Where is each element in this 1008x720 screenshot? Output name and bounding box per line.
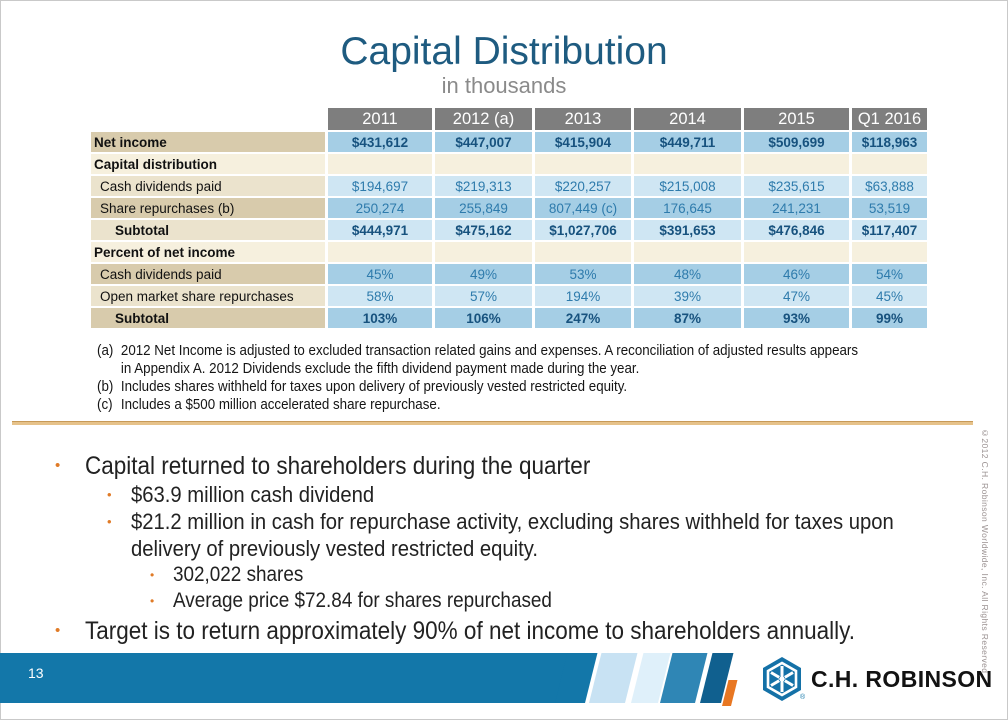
column-header-2015: 2015 bbox=[744, 108, 849, 130]
bullet-text: Capital returned to shareholders during the quarter bbox=[85, 452, 591, 480]
row-label: Subtotal bbox=[91, 220, 325, 240]
row-label: Subtotal bbox=[91, 308, 325, 328]
table-row-share-repurchases bbox=[91, 198, 927, 218]
bullet-item bbox=[0, 451, 1008, 481]
cell-value: 53% bbox=[535, 264, 631, 284]
table-corner-cell bbox=[91, 108, 325, 130]
cell-value: $219,313 bbox=[435, 176, 532, 196]
cell-value bbox=[535, 154, 631, 174]
copyright-text: ©2012 C.H. Robinson Worldwide, Inc. All Rights Reserved. bbox=[980, 428, 990, 677]
cell-value: $509,699 bbox=[744, 132, 849, 152]
cell-value: $117,407 bbox=[852, 220, 927, 240]
cell-value: 255,849 bbox=[435, 198, 532, 218]
page-subtitle: in thousands bbox=[441, 73, 567, 98]
bullet-item bbox=[0, 562, 1008, 588]
footnote-text: Includes a $500 million accelerated share repurchase. bbox=[120, 397, 441, 413]
table-row-subtotal-dollars bbox=[91, 220, 927, 240]
footnote-marker: (b) bbox=[97, 379, 114, 395]
cell-value: 46% bbox=[744, 264, 849, 284]
cell-value: $415,904 bbox=[535, 132, 631, 152]
cell-value: 48% bbox=[634, 264, 741, 284]
cell-value: $1,027,706 bbox=[535, 220, 631, 240]
column-header-2014: 2014 bbox=[634, 108, 741, 130]
column-header-2012: 2012 (a) bbox=[435, 108, 532, 130]
table-row-capital-distribution bbox=[91, 154, 927, 174]
cell-value: 54% bbox=[852, 264, 927, 284]
cell-value bbox=[435, 242, 532, 262]
cell-value: 58% bbox=[328, 286, 432, 306]
bullet-icon bbox=[55, 451, 85, 481]
bullet-icon bbox=[150, 562, 173, 588]
chrobinson-hexagon-icon bbox=[760, 656, 804, 702]
cell-value bbox=[435, 154, 532, 174]
cell-value: $220,257 bbox=[535, 176, 631, 196]
cell-value bbox=[852, 242, 927, 262]
cell-value: 106% bbox=[435, 308, 532, 328]
page-number: 13 bbox=[28, 665, 44, 681]
cell-value: $449,711 bbox=[634, 132, 741, 152]
table-row-subtotal-percent bbox=[91, 308, 927, 328]
footnotes bbox=[97, 342, 925, 414]
cell-value: 57% bbox=[435, 286, 532, 306]
cell-value: $476,846 bbox=[744, 220, 849, 240]
table-row-open-market-repurchases bbox=[91, 286, 927, 306]
bullet-item bbox=[0, 481, 1008, 508]
footer-bar bbox=[0, 653, 585, 703]
bullet-text: 302,022 shares bbox=[173, 563, 304, 586]
table-header-row bbox=[91, 108, 927, 130]
footnote-a bbox=[97, 342, 925, 378]
cell-value bbox=[744, 154, 849, 174]
cell-value: 53,519 bbox=[852, 198, 927, 218]
cell-value: $447,007 bbox=[435, 132, 532, 152]
bullet-item bbox=[0, 588, 1008, 614]
column-header-2013: 2013 bbox=[535, 108, 631, 130]
cell-value bbox=[634, 242, 741, 262]
bullet-icon bbox=[107, 481, 131, 508]
cell-value: 93% bbox=[744, 308, 849, 328]
cell-value: 87% bbox=[634, 308, 741, 328]
footnote-text: 2012 Net Income is adjusted to excluded transaction related gains and expenses. A reconciliation of adjusted results appears in Appendix A. 2012 Dividends exclude the fifth dividend payment made during the year. bbox=[120, 343, 859, 377]
row-label: Share repurchases (b) bbox=[91, 198, 325, 218]
footnote-b bbox=[97, 378, 925, 396]
cell-value bbox=[634, 154, 741, 174]
cell-value: 247% bbox=[535, 308, 631, 328]
page-title: Capital Distribution bbox=[340, 30, 668, 73]
bullet-icon bbox=[107, 508, 131, 535]
cell-value: $391,653 bbox=[634, 220, 741, 240]
bullet-item bbox=[0, 616, 1008, 646]
bullet-text: Target is to return approximately 90% of net income to shareholders annually. bbox=[85, 617, 856, 645]
bullet-icon bbox=[150, 588, 173, 614]
cell-value: $118,963 bbox=[852, 132, 927, 152]
cell-value: 45% bbox=[852, 286, 927, 306]
bullet-text: $63.9 million cash dividend bbox=[131, 482, 375, 507]
row-label: Net income bbox=[91, 132, 325, 152]
cell-value: 103% bbox=[328, 308, 432, 328]
row-label: Cash dividends paid bbox=[91, 176, 325, 196]
footnote-text: Includes shares withheld for taxes upon delivery of previously vested restricted equity. bbox=[120, 379, 628, 395]
cell-value bbox=[744, 242, 849, 262]
cell-value: $235,615 bbox=[744, 176, 849, 196]
divider-line bbox=[12, 421, 973, 425]
row-label: Cash dividends paid bbox=[91, 264, 325, 284]
cell-value: $431,612 bbox=[328, 132, 432, 152]
cell-value: $194,697 bbox=[328, 176, 432, 196]
bullet-list bbox=[0, 451, 1008, 646]
cell-value bbox=[328, 154, 432, 174]
cell-value: 250,274 bbox=[328, 198, 432, 218]
bullet-icon bbox=[55, 616, 85, 646]
footnote-c bbox=[97, 396, 925, 414]
cell-value: $63,888 bbox=[852, 176, 927, 196]
cell-value bbox=[535, 242, 631, 262]
bullet-text: Average price $72.84 for shares repurchased bbox=[173, 589, 552, 612]
registered-mark-icon: ® bbox=[800, 694, 806, 701]
cell-value: 47% bbox=[744, 286, 849, 306]
cell-value: 39% bbox=[634, 286, 741, 306]
row-label: Capital distribution bbox=[91, 154, 325, 174]
cell-value: 194% bbox=[535, 286, 631, 306]
capital-distribution-table bbox=[88, 106, 930, 330]
cell-value: 176,645 bbox=[634, 198, 741, 218]
footnote-marker: (c) bbox=[97, 397, 113, 413]
row-label: Open market share repurchases bbox=[91, 286, 325, 306]
table-row-net-income bbox=[91, 132, 927, 152]
cell-value: $475,162 bbox=[435, 220, 532, 240]
cell-value: 241,231 bbox=[744, 198, 849, 218]
cell-value: 807,449 (c) bbox=[535, 198, 631, 218]
cell-value: 49% bbox=[435, 264, 532, 284]
bullet-text: $21.2 million in cash for repurchase activity, excluding shares withheld for taxes upon delivery of previously vested restricted equity. bbox=[131, 509, 894, 561]
chrobinson-logo bbox=[760, 656, 993, 702]
column-header-2011: 2011 bbox=[328, 108, 432, 130]
column-header-q1-2016: Q1 2016 bbox=[852, 108, 927, 130]
bullet-item bbox=[0, 508, 1008, 562]
cell-value bbox=[852, 154, 927, 174]
cell-value: 45% bbox=[328, 264, 432, 284]
table-row-cash-dividends-paid bbox=[91, 176, 927, 196]
footnote-marker: (a) bbox=[97, 343, 114, 359]
row-label: Percent of net income bbox=[91, 242, 325, 262]
cell-value bbox=[328, 242, 432, 262]
table-row-cash-dividends-percent bbox=[91, 264, 927, 284]
cell-value: 99% bbox=[852, 308, 927, 328]
cell-value: $444,971 bbox=[328, 220, 432, 240]
cell-value: $215,008 bbox=[634, 176, 741, 196]
chrobinson-logo-text: C.H. ROBINSON bbox=[811, 665, 993, 692]
table-row-percent-of-net-income bbox=[91, 242, 927, 262]
footer-stripe-pale-blue bbox=[589, 653, 637, 703]
